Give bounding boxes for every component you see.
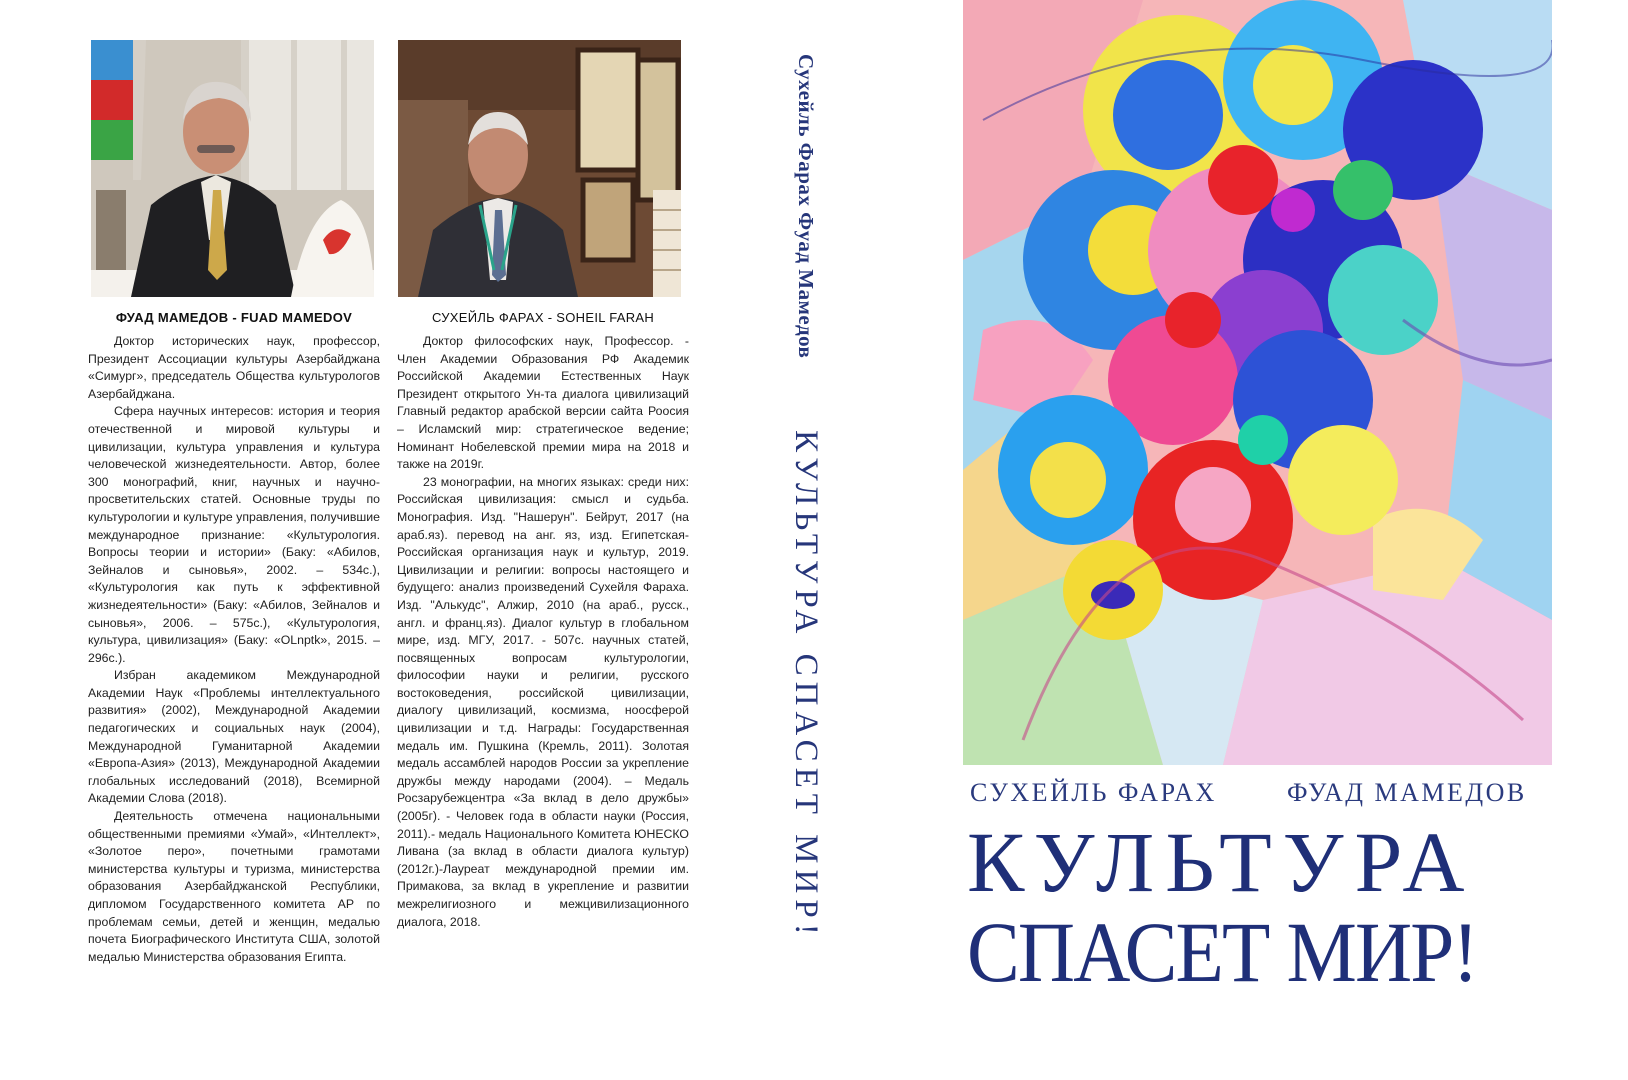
bio-paragraph: Доктор исторических наук, профессор, Президент Ассоциации культуры Азербайджана «Симург», председатель Общества культурологов Азербайджана. bbox=[88, 334, 380, 401]
author-name-fuad-mamedov: ФУАД МАМЕДОВ - FUAD MAMEDOV bbox=[115, 310, 353, 325]
spine-authors: Сухейль Фарах Фуад Мамедов bbox=[794, 54, 818, 359]
cover-title-line-2: СПАСЕТ МИР! bbox=[967, 904, 1477, 1000]
bio-paragraph: Доктор философских наук, Профессор. - Член Академии Образования РФ Академик Российской Академии Естественных Наук Президент открытого Ун-та диалога цивилизаций Главный редактор арабской версии сайта Роосия – Исламский мир: стратегическое ведение; Номинант Нобелевской премии мира на 2018 и также на 2019г. bbox=[397, 334, 689, 472]
author-photo-fuad-mamedov bbox=[91, 40, 374, 297]
bio-paragraph: Сфера научных интересов: история и теория отечественной и мировой культуры и цивилизации, культура управления и культура человеческой жизнедеятельности. Автор, более 300 монографий, книг, научных и научно-просветительских статей. Основные труды по культурологии и культуре управления, получившие международное признание: «Культурология. Вопросы теории и истории» (Баку: «Абилов, Зейналов и сыновья», 2002. – 534с.), «Культурология как путь к эффективной жизнедеятельности» (Баку: «Абилов, Зейналов и сыновья», 2006. – 575с.), «Культурология, культура, цивилизация» (Баку: «OLnptk», 2015. – 296с.). bbox=[88, 404, 381, 665]
cover-author-fuad-mamedov: ФУАД МАМЕДОВ bbox=[1287, 778, 1527, 807]
bio-fuad-mamedov bbox=[88, 310, 380, 966]
bio-paragraph: Деятельность отмечена национальными общественными премиями «Умай», «Интеллект», «Золотое перо», почетными грамотами министерства культуры и туризма, министерства образования Азербайджанской Республики, дипломом Государственного комитета АР по проблемам семьи, детей и женщин, медалью почета Биографического Института США, золотой медалью Министерства образования Египта. bbox=[88, 809, 380, 964]
author-name-soheil-farah: СУХЕЙЛЬ ФАРАХ - SOHEIL FARAH bbox=[431, 310, 655, 325]
cover-title-line-1: КУЛЬТУРА bbox=[967, 814, 1476, 910]
bio-paragraph: 23 монографии, на многих языках: среди них: Российская цивилизация: смысл и судьба. Монография. Изд. "Нашерун". Бейрут, 2017 (на араб.яз). перевод на анг. яз, изд. Египетская-Российская организация наук и культур, 2019. Цивилизации и религии: вопросы настоящего и будущего: анализ произведений Сухейля Фараха. Изд. "Алькудс", Алжир, 2010 (на араб., русск., англ. и франц.яз). Диалог культур в глобальном мире, изд. МГУ, 2017. - 507с. научных статей, посвященных вопросам культурологии, философии науки и религии, русского востоковедения, российской цивилизации, диалогу цивилизаций, космизма, ноосферой цивилизации и т.д. Награды: Государственная медаль им. Пушкина (Кремль, 2011). Золотая медаль ассамблей народов России за укрепление дружбы между народами (2004). – Медаль Росзарубежцентра «За вклад в дело дружбы» (2005г). - Человек года в области науки (Россия, 2011).- медаль Национального Комитета ЮНЕСКО Ливана (за вклад в области диалога культур) (2012г.)-Лауреат международной премии им. Примакова, за вклад в укрепление и развитии межрелигиозного и межцивилизационного диалога, 2018. bbox=[397, 474, 689, 929]
cover-author-soheil-farah: СУХЕЙЛЬ ФАРАХ bbox=[970, 778, 1217, 807]
spine-title: КУЛЬТУРА СПАСЕТ МИР! bbox=[788, 430, 824, 941]
cover-artwork bbox=[963, 0, 1552, 765]
book-spine bbox=[785, 40, 837, 1000]
author-photo-soheil-farah bbox=[398, 40, 681, 297]
bio-paragraph: Избран академиком Международной Академии Наук «Проблемы интеллектуального развития» (2002), Международной Академии педагогических и социальных наук (2004), Международной Гуманитарной Академии «Европа-Азия» (2013), Международной Академии глобальных исследований (2018), Всемирной Академии Слова (2018). bbox=[88, 668, 380, 806]
bio-soheil-farah bbox=[397, 310, 689, 931]
